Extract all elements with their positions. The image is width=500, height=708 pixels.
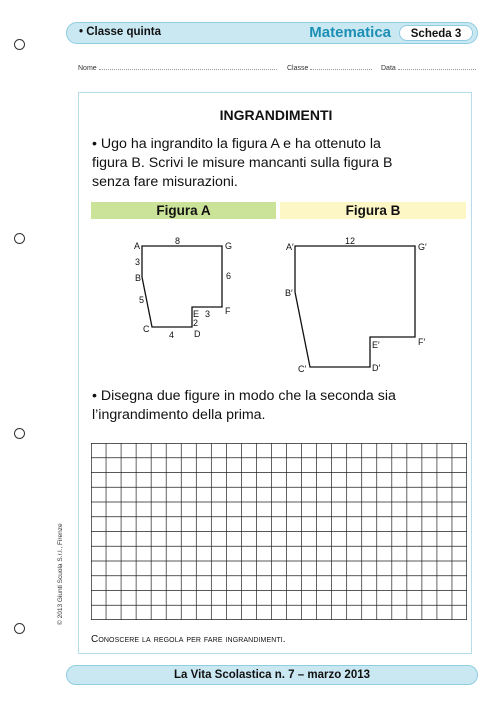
measure-ef: 3 xyxy=(205,309,211,319)
vertex-b-prime: B′ xyxy=(285,288,293,298)
binder-hole-3 xyxy=(14,428,25,439)
binder-hole-4 xyxy=(14,623,25,634)
field-date-label: Data xyxy=(381,65,396,72)
field-name-label: Nome xyxy=(78,65,97,72)
instruction-2 xyxy=(92,387,462,425)
vertex-e-prime: E′ xyxy=(372,340,380,350)
vertex-e: E xyxy=(193,309,200,319)
header-bar xyxy=(66,22,478,44)
measure-cd: 4 xyxy=(169,330,175,340)
instruction-1-line: senza fare misurazioni. xyxy=(92,174,238,190)
vertex-f-prime: F′ xyxy=(418,337,426,347)
field-class-line xyxy=(310,63,372,70)
vertex-d-prime: D′ xyxy=(372,363,381,373)
measure-ab: 3 xyxy=(135,257,141,267)
class-label: • Classe quinta xyxy=(79,26,161,38)
field-date-line xyxy=(398,63,476,70)
instruction-2-line: l’ingrandimento della prima. xyxy=(92,407,266,423)
figure-a xyxy=(134,236,232,340)
worksheet-title: INGRANDIMENTI xyxy=(219,107,333,123)
vertex-b: B xyxy=(135,273,142,283)
binder-hole-1 xyxy=(14,39,25,50)
field-class[interactable] xyxy=(287,63,372,72)
figure-b-header: Figura B xyxy=(280,202,466,219)
subject-title: Matematica xyxy=(309,24,391,41)
learning-goal: Conoscere la regola per fare ingrandimenti. xyxy=(91,634,286,645)
instruction-2-line: • Disegna due figure in modo che la seconda sia xyxy=(92,388,396,404)
field-class-label: Classe xyxy=(287,65,309,72)
field-date[interactable] xyxy=(381,63,476,72)
sheet-badge: Scheda 3 xyxy=(399,25,473,41)
figure-b xyxy=(285,236,427,374)
copyright: © 2013 Giunti Scuola S.r.l., Firenze xyxy=(57,523,64,625)
field-name-line xyxy=(99,63,277,70)
instruction-1 xyxy=(92,135,462,192)
measure-de: 2 xyxy=(193,318,199,328)
vertex-g: G xyxy=(225,241,233,251)
vertex-c-prime: C′ xyxy=(298,364,307,374)
figure-b-shape xyxy=(295,246,415,367)
figure-a-header: Figura A xyxy=(91,202,276,219)
vertex-a: A xyxy=(134,241,141,251)
measure-ag: 8 xyxy=(175,236,181,246)
footer-bar: La Vita Scolastica n. 7 – marzo 2013 xyxy=(66,665,478,685)
vertex-g-prime: G′ xyxy=(418,242,427,252)
instruction-1-line: figura B. Scrivi le misure mancanti sulla figura B xyxy=(92,155,393,171)
vertex-a-prime: A′ xyxy=(286,242,294,252)
field-name[interactable] xyxy=(78,63,277,72)
vertex-c: C xyxy=(143,324,150,334)
measure-gf: 6 xyxy=(226,271,232,281)
instruction-1-line: • Ugo ha ingrandito la figura A e ha ottenuto la xyxy=(92,136,381,152)
measure-bc: 5 xyxy=(139,295,145,305)
worksheet-frame xyxy=(78,92,472,654)
drawing-grid[interactable] xyxy=(91,443,467,620)
binder-hole-2 xyxy=(14,233,25,244)
figures-drawing xyxy=(79,233,473,393)
vertex-d: D xyxy=(194,329,201,339)
vertex-f: F xyxy=(225,306,231,316)
measure-ag-prime: 12 xyxy=(345,236,356,246)
